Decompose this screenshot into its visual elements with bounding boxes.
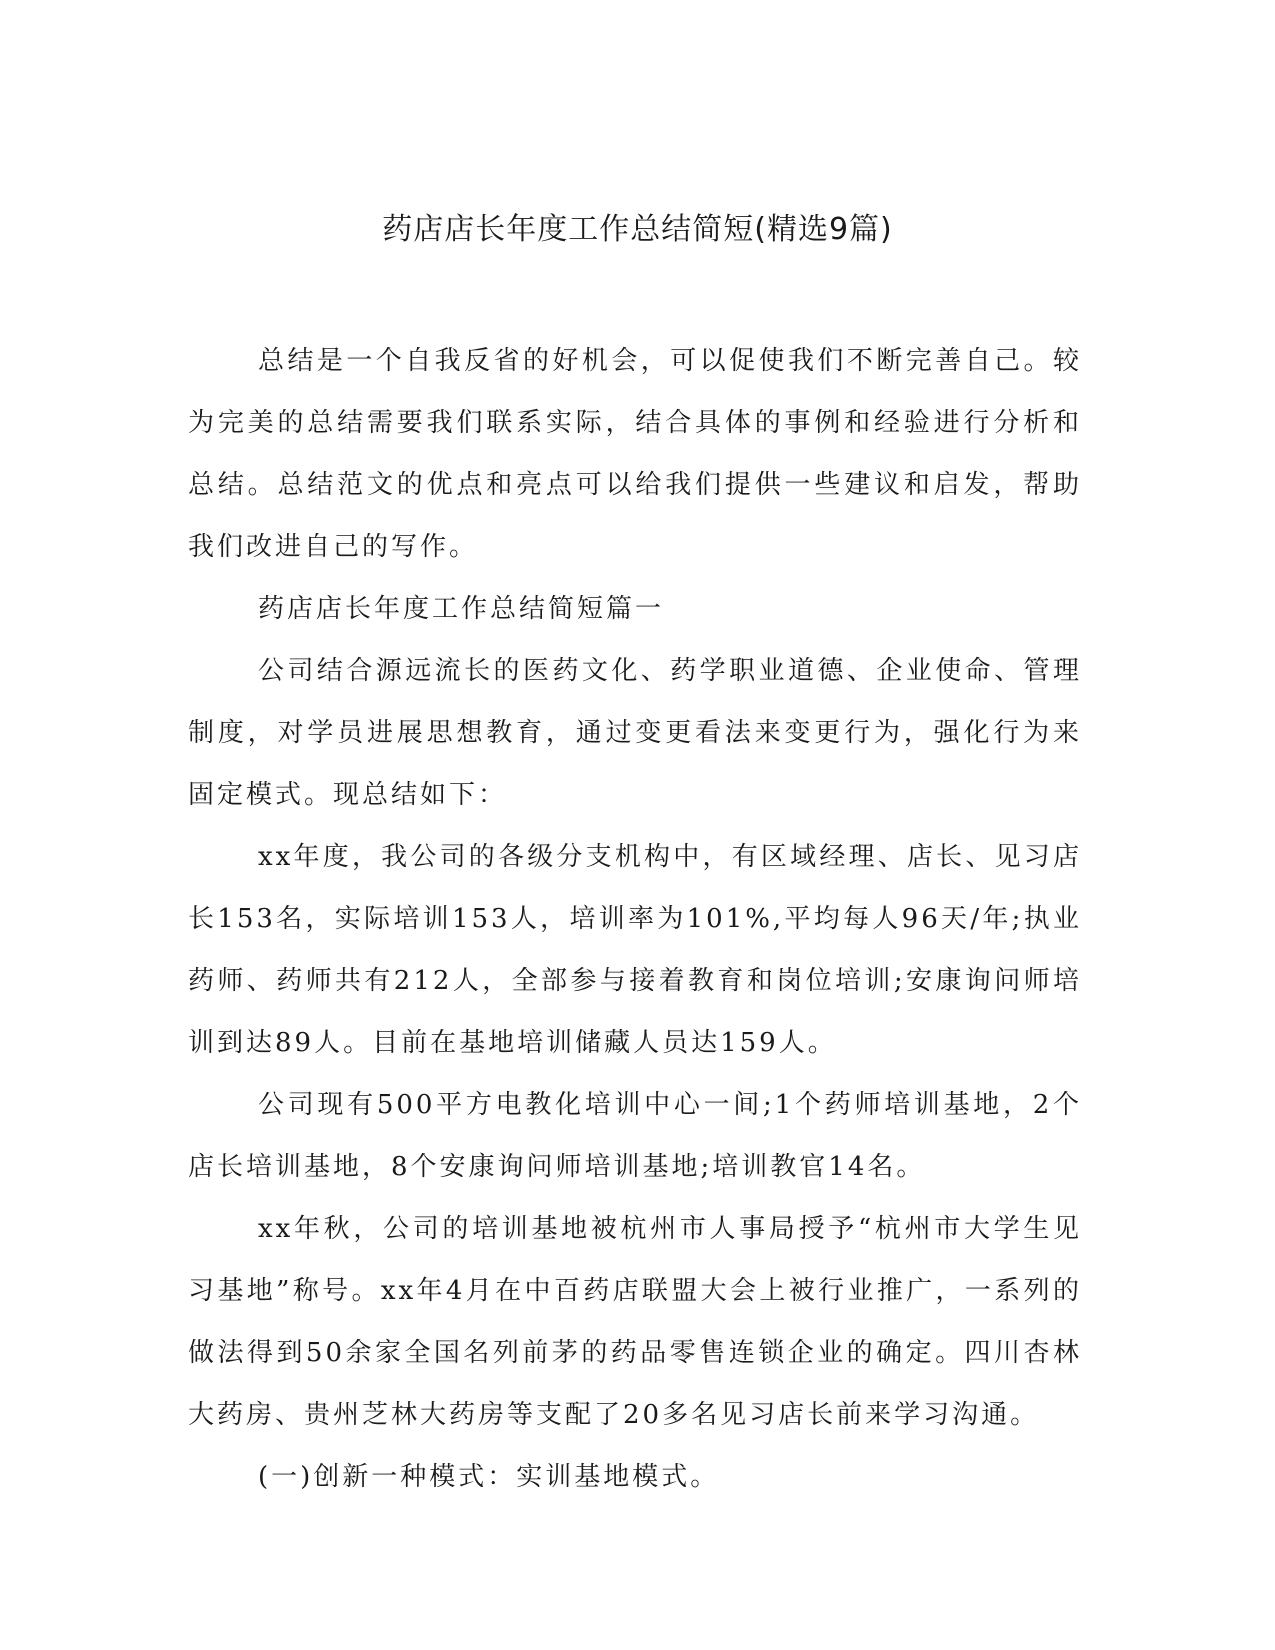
document-title: 药店店长年度工作总结简短(精选9篇) — [382, 212, 893, 247]
section-heading: 药店店长年度工作总结简短篇一 — [258, 594, 665, 624]
subsection-heading: (一)创新一种模式：实训基地模式。 — [258, 1462, 720, 1492]
paragraph: 公司现有500平方电教化培训中心一间;1个药师培训基地，2个店长培训基地，8个安康询问师培训基地;培训教官14名。 — [188, 1090, 1082, 1182]
document-body — [188, 330, 1082, 1508]
paragraph: xx年度，我公司的各级分支机构中，有区域经理、店长、见习店长153名，实际培训153人，培训率为101%,平均每人96天/年;执业药师、药师共有212人，全部参与接着教育和岗位培训;安康询问师培训到达89人。目前在基地培训储藏人员达159人。 — [188, 842, 1082, 1058]
paragraph: 公司结合源远流长的医药文化、药学职业道德、企业使命、管理制度，对学员进展思想教育，通过变更看法来变更行为，强化行为来固定模式。现总结如下： — [188, 656, 1082, 810]
paragraph-intro: 总结是一个自我反省的好机会，可以促使我们不断完善自己。较为完美的总结需要我们联系实际，结合具体的事例和经验进行分析和总结。总结范文的优点和亮点可以给我们提供一些建议和启发，帮助我们改进自己的写作。 — [188, 346, 1082, 562]
paragraph: xx年秋，公司的培训基地被杭州市人事局授予“杭州市大学生见习基地”称号。xx年4月在中百药店联盟大会上被行业推广，一系列的做法得到50余家全国名列前茅的药品零售连锁企业的确定。四川杏林大药房、贵州芝林大药房等支配了20多名见习店长前来学习沟通。 — [188, 1214, 1082, 1430]
